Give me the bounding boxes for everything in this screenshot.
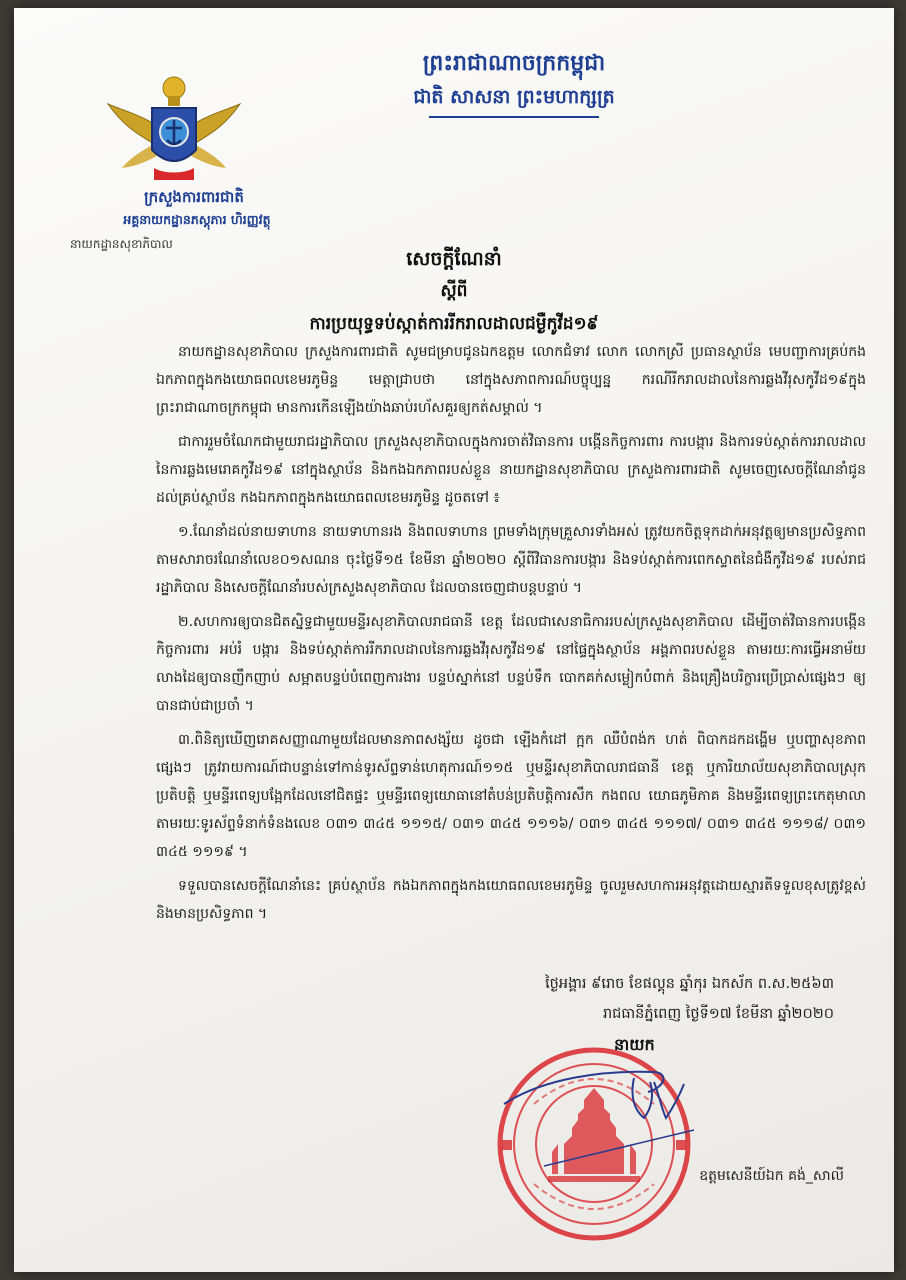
lunar-date: ថ្ងៃអង្គារ ៩រោច ខែផល្គុន ឆ្នាំកុរ ឯកស័ក ព.ស.២៥៦៣ — [545, 976, 834, 992]
paragraph-context: ជាការរួមចំណែកជាមួយរាជរដ្ឋាភិបាល ក្រសួងសុខាភិបាលក្នុងការចាត់វិធានការ បង្កើនកិច្ចការពារ ការបង្ការ និងការទប់ស្កាត់ការរាលដាលនៃការឆ្លងមេរោគកូវីដ១៩ នៅក្នុងស្ថាប័ន និងកងឯកភាពរបស់ខ្លួន នាយកដ្ឋានសុខាភិបាល ក្រសួងការពារជាតិ សូមចេញសេចក្តីណែនាំជូនដល់គ្រប់ស្ថាប័ន កងឯកភាពក្នុងកងយោធពលខេមរភូមិន្ទ ដូចតទៅ ៖ — [156, 434, 866, 506]
paragraph-item-1: ១.ណែនាំដល់នាយទាហាន នាយទាហានរង និងពលទាហាន ព្រមទាំងក្រុមគ្រួសារទាំងអស់ ត្រូវយកចិត្តទុកដាក់អនុវត្តឲ្យមានប្រសិទ្ធភាពតាមសារាចរណែនាំលេខ០១សណន ចុះថ្ងៃទី១៥ ខែមីនា ឆ្នាំ២០២០ ស្តីពីវិធានការបង្ការ និងទប់ស្កាត់ការពេកស្ទាតនៃជំងឺកូវីដ១៩ របស់រាជរដ្ឋាភិបាល និងសេចក្តីណែនាំរបស់ក្រសួងសុខាភិបាល ដែលបានចេញជាបន្តបន្ទាប់ ។ — [156, 524, 866, 596]
solar-date: រាជធានីភ្នំពេញ ថ្ងៃទី១៧ ខែមីនា ឆ្នាំ២០២០ — [602, 1006, 834, 1022]
motto-divider — [429, 116, 599, 118]
document-body — [156, 338, 866, 934]
national-motto: ជាតិ សាសនា ព្រះមហាក្សត្រ — [413, 86, 615, 108]
kingdom-title: ព្រះរាជាណាចក្រកម្ពុជា — [422, 51, 606, 76]
title-line-1: សេចក្តីណែនាំ — [406, 248, 502, 270]
paragraph-item-2: ២.សហការឲ្យបានជិតស្និទ្ធជាមួយមន្ទីរសុខាភិបាលរាជធានី ខេត្ត ដែលជាសេនាធិការរបស់ក្រសួងសុខាភិបាល ដើម្បីចាត់វិធានការបង្កើនកិច្ចការពារ អប់រំ បង្ការ និងទប់ស្កាត់ការរីករាលដាលនៃការឆ្លងវីរុសកូវីដ១៩ នៅផ្ទៃក្នុងស្ថាប័ន អង្គភាពរបស់ខ្លួន តាមរយៈការធ្វើអនាម័យ លាងដៃឲ្យបានញឹកញាប់ សម្អាតបន្ទប់បំពេញការងារ បន្ទប់ស្នាក់នៅ បន្ទប់ទឹក បោកគក់សម្លៀកបំពាក់ និងគ្រឿងបរិក្ខារប្រើប្រាស់ផ្សេងៗ ឲ្យបានជាប់ជាប្រចាំ ។ — [156, 614, 866, 714]
kingdom-header — [354, 48, 674, 118]
document-title — [14, 244, 894, 338]
signatory-title: នាយក — [614, 1035, 655, 1054]
paragraph-item-3: ៣.ពិនិត្យឃើញរោគសញ្ញាណាមួយដែលមានភាពសង្ស័យ ដូចជា ឡើងកំដៅ ក្អក ឈឺបំពង់ក ហត់ ពិបាកដកដង្ហើម ឬបញ្ហាសុខភាពផ្សេងៗ ត្រូវរាយការណ៍ជាបន្ទាន់ទៅកាន់ទូរស័ព្ទទាន់ហេតុការណ៍១១៥ ឬមន្ទីរសុខាភិបាលរាជធានី ខេត្ត ឬការិយាល័យសុខាភិបាលស្រុកប្រតិបត្តិ ឬមន្ទីរពេទ្យបង្អែកដែលនៅជិតផ្ទះ ឬមន្ទីរពេទ្យយោធានៅតំបន់ប្រតិបត្តិការសឹក កងពល យោធភូមិភាគ និងមន្ទីរពេទ្យព្រះកេតុមាលា តាមរយៈទូរស័ព្ទទំនាក់ទំនងលេខ ០៣១ ៣៤៥ ១១១៥/ ០៣១ ៣៤៥ ១១១៦/ ០៣១ ៣៤៥ ១១១៧/ ០៣១ ៣៤៥ ១១១៨/ ០៣១ ៣៤៥ ១១១៩ ។ — [156, 732, 866, 860]
document-page — [14, 8, 894, 1272]
ministry-name: ក្រសួងការពារជាតិ — [144, 188, 244, 206]
signer-name: ឧត្តមសេនីយ៍ឯក គង់_សាលី — [699, 1168, 844, 1184]
ministry-emblem-icon — [104, 72, 244, 190]
department-name: នាយកដ្ឋានសុខាភិបាល — [70, 237, 173, 251]
general-department-name: អគ្គនាយកដ្ឋានភស្តុភារ ហិរញ្ញវត្ថុ — [123, 212, 271, 227]
title-line-2: ស្តីពី — [440, 281, 468, 301]
title-line-3: ការប្រយុទ្ធទប់ស្កាត់ការរីករាលដាលជម្ងឺកូវីដ១៩ — [309, 314, 599, 334]
handwritten-signature-icon — [484, 1048, 724, 1168]
paragraph-closing: ទទួលបានសេចក្តីណែនាំនេះ គ្រប់ស្ថាប័ន កងឯកភាពក្នុងកងយោធពលខេមរភូមិន្ទ ចូលរួមសហការអនុវត្តដោយស្មារតីទទួលខុសត្រូវខ្ពស់ និងមានប្រសិទ្ធភាព ។ — [156, 878, 866, 922]
paragraph-intro: នាយកដ្ឋានសុខាភិបាល ក្រសួងការពារជាតិ សូមជម្រាបជូនឯកឧត្តម លោកជំទាវ លោក លោកស្រី ប្រធានស្ថាប័ន មេបញ្ជាការគ្រប់កងឯកភាពក្នុងកងយោធពលខេមរភូមិន្ទ មេត្តាជ្រាបថា នៅក្នុងសភាពការណ៍បច្ចុប្បន្ន ករណីរីករាលដាលនៃការឆ្លងវីរុសកូវីដ១៩ក្នុងព្រះរាជាណាចក្រកម្ពុជា មានការកើនឡើងយ៉ាងឆាប់រហ័សគួរឲ្យកត់សម្គាល់ ។ — [156, 344, 866, 416]
